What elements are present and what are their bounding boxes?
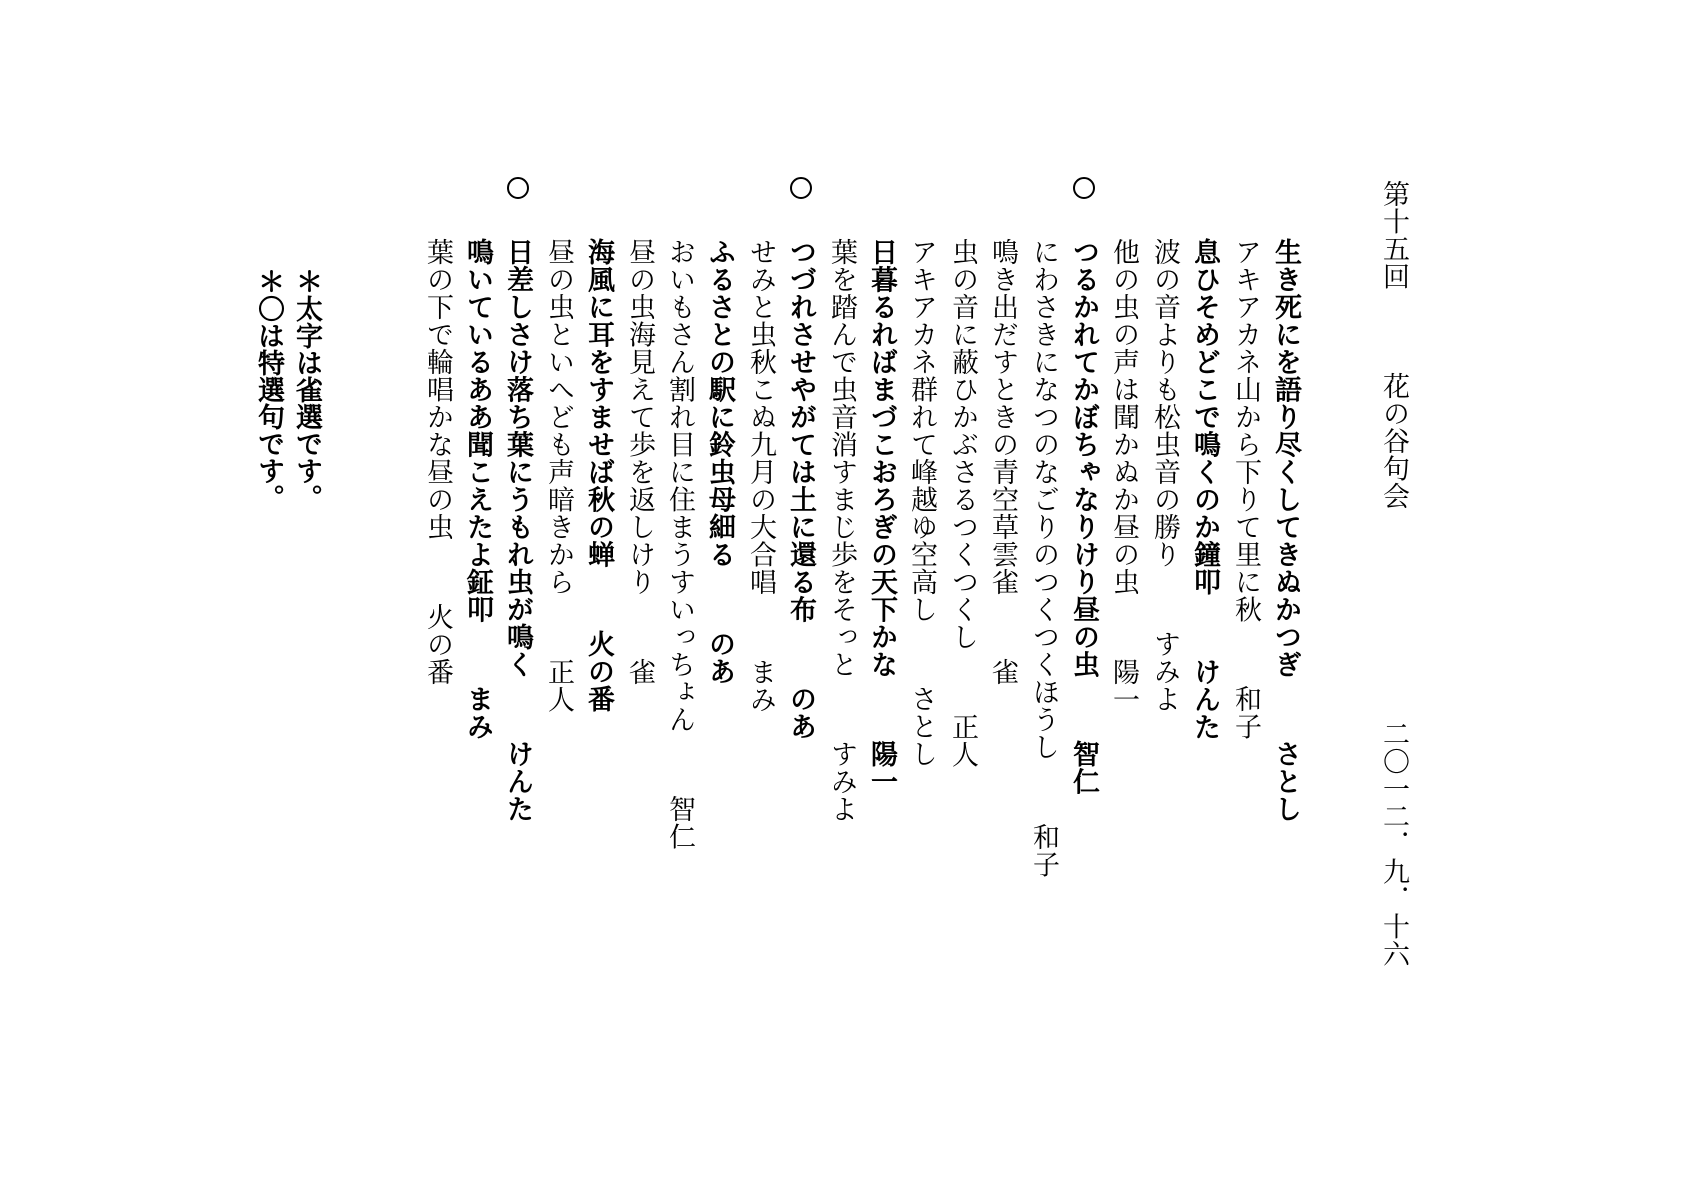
- haiku-text: 葉を踏んで虫音消すまじ歩をそっと: [826, 238, 857, 678]
- haiku-item: [989, 238, 1016, 685]
- note-bold-meaning: ＊太字は雀選です。: [291, 268, 322, 511]
- haiku-text: せみと虫秋こぬ九月の大合唱: [745, 238, 776, 596]
- haiku-text: 息ひそめどこで鳴くのか鐘叩: [1189, 238, 1220, 596]
- haiku-author: 智仁: [1068, 740, 1099, 796]
- haiku-text: 鳴き出だすときの青空草雲雀: [987, 238, 1018, 596]
- haiku-item: [1232, 238, 1259, 740]
- haiku-item: [1070, 238, 1097, 795]
- haiku-item: [828, 238, 855, 823]
- haiku-text: 日差しさけ落ち葉にうもれ虫が鳴く: [502, 238, 533, 678]
- haiku-item: [1151, 238, 1178, 713]
- haiku-author: 和子: [1230, 685, 1261, 741]
- haiku-text: おいもさん割れ目に住まうすいっちょん: [664, 238, 695, 733]
- haiku-author: けんた: [502, 740, 533, 823]
- haiku-author: のあ: [785, 685, 816, 741]
- haiku-author: すみよ: [826, 740, 857, 823]
- haiku-text: にわさきになつのなごりのつくつくほうし: [1028, 238, 1059, 761]
- haiku-text: 生き死にを語り尽くしてきぬかつぎ: [1270, 238, 1301, 678]
- haiku-text: 虫の音に蔽ひかぶさるつくつくし: [947, 238, 978, 651]
- haiku-item: [666, 238, 693, 850]
- haiku-text: 他の虫の声は聞かぬか昼の虫: [1108, 238, 1139, 596]
- haiku-author: 火の番: [583, 630, 614, 713]
- haiku-author: 陽一: [1108, 657, 1139, 713]
- haiku-item: [1191, 238, 1218, 740]
- haiku-item: [1272, 238, 1299, 823]
- haiku-author: まみ: [745, 657, 776, 713]
- haiku-text: アキアカネ山から下りて里に秋: [1230, 238, 1261, 623]
- haiku-text: 海風に耳をすませば秋の蝉: [583, 238, 614, 568]
- haiku-author: 雀: [987, 657, 1018, 686]
- haiku-text: 鳴いているああ聞こえたよ鉦叩: [462, 238, 493, 623]
- haiku-item: [585, 238, 612, 713]
- haiku-item: [706, 238, 733, 685]
- haiku-item: [747, 238, 774, 713]
- haiku-item: [787, 238, 814, 740]
- haiku-author: けんた: [1189, 657, 1220, 741]
- haiku-item: [424, 238, 451, 685]
- haiku-author: 正人: [947, 712, 978, 768]
- haiku-text: 昼の虫といへども声暗きから: [543, 238, 574, 596]
- haiku-item: [545, 238, 572, 713]
- haiku-author: 陽一: [866, 740, 897, 796]
- haiku-author: 正人: [543, 657, 574, 713]
- haiku-text: つづれさせやがては土に還る布: [785, 238, 816, 623]
- haiku-item: [464, 238, 491, 740]
- special-selection-circle-icon: [1073, 177, 1095, 199]
- haiku-item: [1030, 238, 1057, 878]
- haiku-text: 昼の虫海見えて歩を返しけり: [624, 238, 655, 596]
- haiku-item: [504, 238, 531, 823]
- special-selection-circle-icon: [507, 177, 529, 199]
- haiku-author: 智仁: [664, 795, 695, 851]
- club-name: 花の谷句会: [1378, 372, 1409, 510]
- haiku-item: [868, 238, 895, 795]
- haiku-author: まみ: [462, 685, 493, 741]
- haiku-text: 葉の下で輪唱かな昼の虫: [422, 238, 453, 541]
- haiku-text: つるかれてかぼちゃなりけり昼の虫: [1068, 238, 1099, 678]
- special-selection-circle-icon: [790, 177, 812, 199]
- haiku-item: [1110, 238, 1137, 713]
- haiku-item: [626, 238, 653, 685]
- haiku-author: のあ: [704, 630, 735, 686]
- haiku-text: アキアカネ群れて峰越ゆ空高し: [906, 238, 937, 623]
- haiku-item: [908, 238, 935, 768]
- haiku-item: [949, 238, 976, 768]
- haiku-text: ふるさとの駅に鈴虫母細る: [704, 238, 735, 568]
- date-label: 二〇一二．九．十六: [1378, 720, 1409, 968]
- haiku-text: 日暮るればまづこおろぎの天下かな: [866, 238, 897, 678]
- haiku-author: すみよ: [1149, 630, 1180, 713]
- haiku-text: 波の音よりも松虫音の勝り: [1149, 238, 1180, 568]
- session-label: 第十五回: [1378, 180, 1409, 290]
- note-circle-meaning: ＊〇は特選句です。: [253, 268, 284, 511]
- haiku-author: 雀: [624, 657, 655, 686]
- haiku-author: さとし: [906, 685, 937, 768]
- haiku-author: 火の番: [422, 602, 453, 686]
- haiku-author: さとし: [1270, 740, 1301, 823]
- haiku-author: 和子: [1028, 822, 1059, 878]
